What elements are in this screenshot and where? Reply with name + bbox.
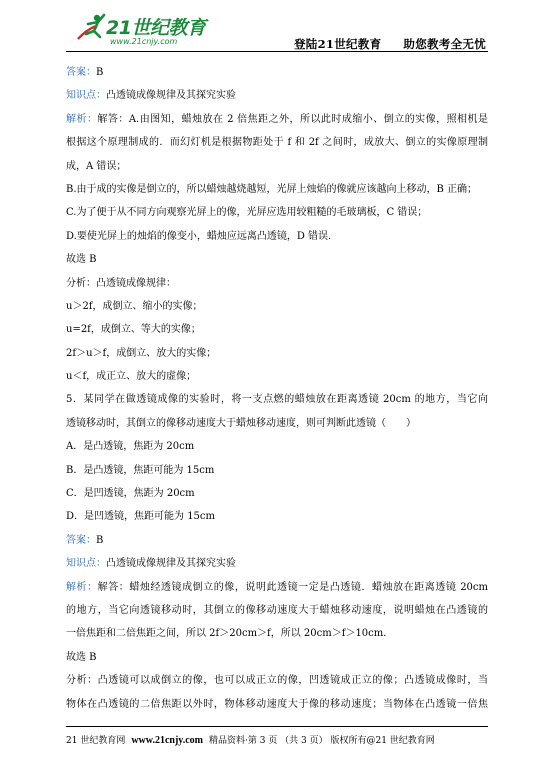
knowledge-label: 知识点： — [66, 558, 106, 570]
q4-rule-line: u=2f，成倒立、等大的实像； — [66, 324, 201, 336]
answer-label: 答案： — [66, 67, 96, 78]
knowledge-value: 凸透镜成像规律及其探究实验 — [106, 90, 236, 102]
slogan-right: 助您教考全无忧 — [403, 37, 487, 51]
logo-text: 21世纪教育 — [106, 17, 206, 39]
footer-rule — [66, 726, 488, 727]
knowledge-value: 凸透镜成像规律及其探究实验 — [106, 558, 236, 570]
analysis-label: 解析： — [66, 113, 98, 125]
page-body — [66, 61, 488, 716]
header-rule — [66, 51, 488, 52]
q4-rule-line: 2f＞u＞f，成倒立、放大的实像； — [66, 347, 217, 359]
q4-analysis-line: 解析：解答：A.由图知，蜡烛放在 2 倍焦距之外，所以此时成缩小、倒立的实像，照相机是 — [66, 113, 489, 125]
q4-analysis-line: B.由于成的实像是倒立的，所以蜡烛越烧越短，光屏上烛焰的像就应该越向上移动，B 正确； — [66, 183, 478, 195]
answer-label: 答案： — [66, 534, 96, 546]
q5-answer-row — [66, 529, 488, 552]
site-logo[interactable] — [76, 10, 206, 50]
q5-analysis-line: 物体在凸透镜的二倍焦距以外时，物体移动速度大于像的移动速度；当物体在凸透镜一倍焦 — [66, 698, 488, 710]
page-footer — [66, 733, 488, 746]
q4-analysis-line: 根据这个原理制成的．而幻灯机是根据物距处于 f 和 2f 之间时，成放大、倒立的实像原理制 — [66, 137, 488, 149]
slogan-left: 登陆21世纪教育 — [294, 37, 382, 51]
analysis-label: 解析： — [66, 581, 98, 593]
q5-analysis-line: 分析：凸透镜可以成倒立的像，也可以成正立的像，凹透镜成正立的像；凸透镜成像时，当 — [66, 675, 488, 687]
q4-answer-row — [66, 61, 488, 84]
q4-rule-line: u＞2f，成倒立、缩小的实像； — [66, 300, 203, 312]
footer-right: 精品资料·第 3 页 （共 3 页） 版权所有@21 世纪教育网 — [209, 736, 435, 746]
q4-analysis-line: 分析：凸透镜成像规律： — [66, 277, 176, 289]
q5-knowledge-row — [66, 552, 488, 575]
q4-analysis-line: 故选 B — [66, 254, 97, 266]
q5-stem-line: 5．某同学在做透镜成像的实验时，将一支点燃的蜡烛放在距离透镜 20cm 的地方，当它向 — [66, 394, 488, 406]
q4-analysis-line: D.要使光屏上的烛焰的像变小，蜡烛应远离凸透镜，D 错误． — [66, 230, 339, 242]
q5-option-b: B．是凸透镜，焦距可能为 15cm — [66, 464, 215, 476]
answer-value: B — [96, 67, 104, 78]
q5-option-a: A．是凸透镜，焦距为 20cm — [66, 441, 195, 453]
q5-analysis-line: 一倍焦距和二倍焦距之间，所以 2f＞20cm＞f，所以 20cm＞f＞10cm． — [66, 628, 394, 640]
q5-option-d: D．是凹透镜，焦距可能为 15cm — [66, 511, 216, 523]
footer-url-link[interactable]: www.21cnjy.com — [131, 735, 203, 746]
q5-option-c: C．是凹透镜，焦距为 20cm — [66, 488, 195, 500]
q5-analysis-line: 的地方，当它向透镜移动时，其倒立的像移动速度大于蜡烛移动速度，说明蜡烛在凸透镜的 — [66, 604, 488, 616]
knowledge-label: 知识点： — [66, 90, 106, 102]
q5-analysis-line: 解析：解答：蜡烛经透镜成倒立的像，说明此透镜一定是凸透镜．蜡烛放在距离透镜 20cm — [66, 581, 488, 593]
running-figure-logo-icon — [76, 12, 108, 42]
logo-url: www.21cnjy.com — [110, 37, 178, 46]
q4-rule-line: u＜f，成正立、放大的虚像； — [66, 371, 197, 383]
header-slogan — [294, 36, 486, 52]
q4-knowledge-row — [66, 84, 488, 107]
answer-value: B — [96, 534, 104, 546]
q5-stem-line: 透镜移动时，其倒立的像移动速度大于蜡烛移动速度，则可判断此透镜（ ） — [66, 417, 416, 429]
q5-analysis-line: 故选 B — [66, 651, 97, 663]
q4-analysis-line: C.为了便于从不同方向观察光屏上的像，光屏应选用较粗糙的毛玻璃板，C 错误； — [66, 207, 428, 219]
q4-analysis-line: 成，A 错误； — [66, 160, 127, 172]
page-header — [0, 0, 553, 58]
footer-left: 21 世纪教育网 — [66, 736, 126, 746]
